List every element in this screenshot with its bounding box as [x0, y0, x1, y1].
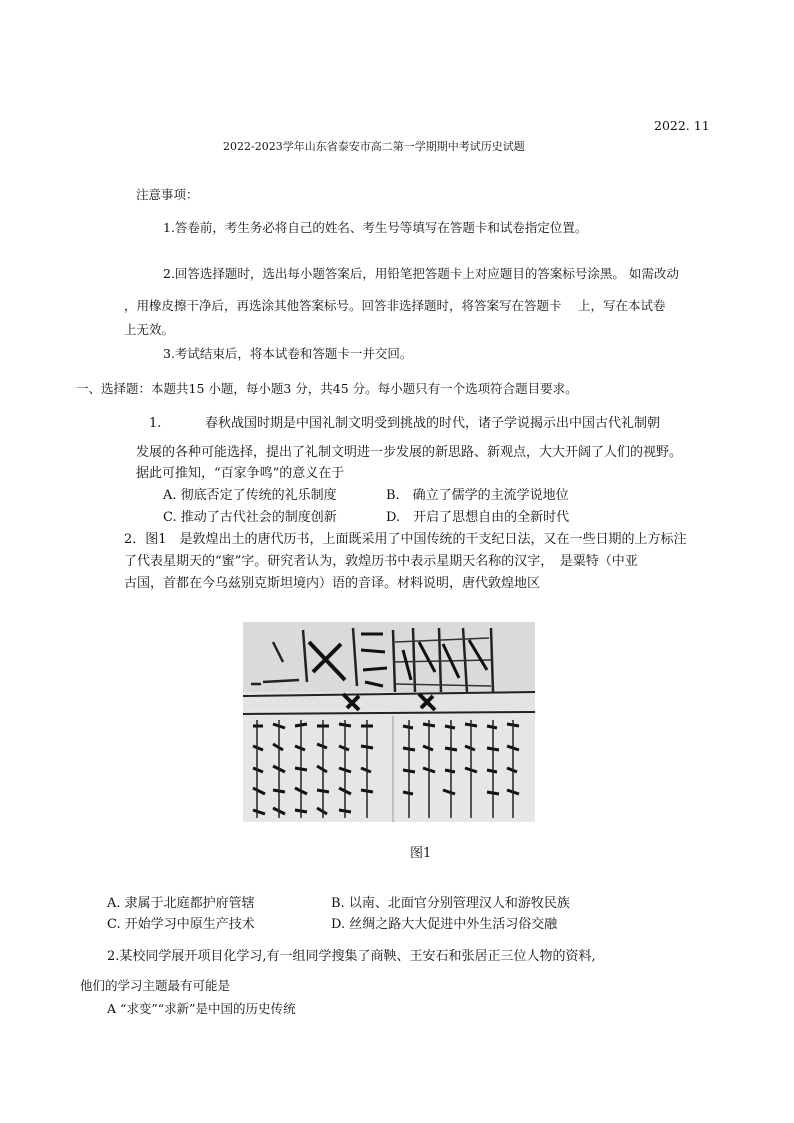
notice-item-2-line-1: 2.回答选择题时，选出每小题答案后，用铅笔把答题卡上对应题目的答案标号涂黑。 如需改动	[163, 266, 679, 281]
q3-stem-line-2: 他们的学习主题最有可能是	[80, 978, 231, 993]
q3-option-a: A “求变”“求新”是中国的历史传统	[107, 1001, 296, 1016]
q1-stem-line-2: 发展的各种可能选择，提出了礼制文明进一步发展的新思路、新观点，大大开阔了人们的视野。	[136, 445, 683, 460]
q3-stem-line-1: 2.某校同学展开项目化学习,有一组同学搜集了商鞅、王安石和张居正三位人物的资料,	[107, 949, 596, 964]
q1-option-c: C. 推动了古代社会的制度创新	[163, 510, 337, 525]
exam-title: 2022-2023学年山东省泰安市高二第一学期期中考试历史试题	[223, 140, 525, 153]
q1-option-b: B. 确立了儒学的主流学说地位	[386, 488, 569, 503]
q1-option-a: A. 彻底否定了传统的礼乐制度	[163, 488, 337, 503]
q2-option-a: A. 隶属于北庭都护府管辖	[107, 896, 255, 911]
q2-option-b: B. 以南、北面官分别管理汉人和游牧民族	[331, 896, 570, 911]
q1-number: 1.	[149, 416, 162, 431]
notice-item-2-line-3: 上无效。	[124, 322, 175, 337]
q2-stem-line-3: 古国，首都在今乌兹别克斯坦境内）语的音译。材料说明，唐代敦煌地区	[124, 576, 541, 591]
q1-stem-line-1: 春秋战国时期是中国礼制文明受到挑战的时代，诸子学说揭示出中国古代礼制朝	[205, 416, 661, 431]
q1-stem-line-3: 据此可推知，“百家争鸣”的意义在于	[136, 466, 345, 481]
notice-item-2-line-2: ，用橡皮擦干净后，再选涂其他答案标号。回答非选择题时，将答案写在答题卡 上，写在本试卷	[124, 298, 666, 313]
dunhuang-calendar-photo	[243, 622, 535, 822]
q2-option-d: D. 丝绸之路大大促进中外生活习俗交融	[331, 917, 558, 932]
q2-stem-line-2: 了代表星期天的“蜜”字。研究者认为，敦煌历书中表示星期天名称的汉字， 是粟特（中亚	[124, 554, 638, 569]
q2-option-c: C. 开始学习中原生产技术	[107, 917, 255, 932]
notice-item-3: 3.考试结束后，将本试卷和答题卡一并交回。	[163, 346, 413, 361]
notice-heading: 注意事项：	[136, 187, 199, 202]
q2-stem-line-1: 2．图1 是敦煌出土的唐代历书，上面既采用了中国传统的干支纪日法，又在一些日期的上方标注	[124, 532, 687, 547]
exam-date: 2022. 11	[654, 118, 710, 133]
notice-item-1: 1.答卷前，考生务必将自己的姓名、考生号等填写在答题卡和试卷指定位置。	[163, 220, 588, 235]
section-heading: 一、选择题：本题共15 小题，每小题3 分，共45 分。每小题只有一个选项符合题目要求。	[76, 381, 578, 396]
q1-option-d: D. 开启了思想自由的全新时代	[386, 510, 570, 525]
figure-caption: 图1	[410, 846, 432, 861]
